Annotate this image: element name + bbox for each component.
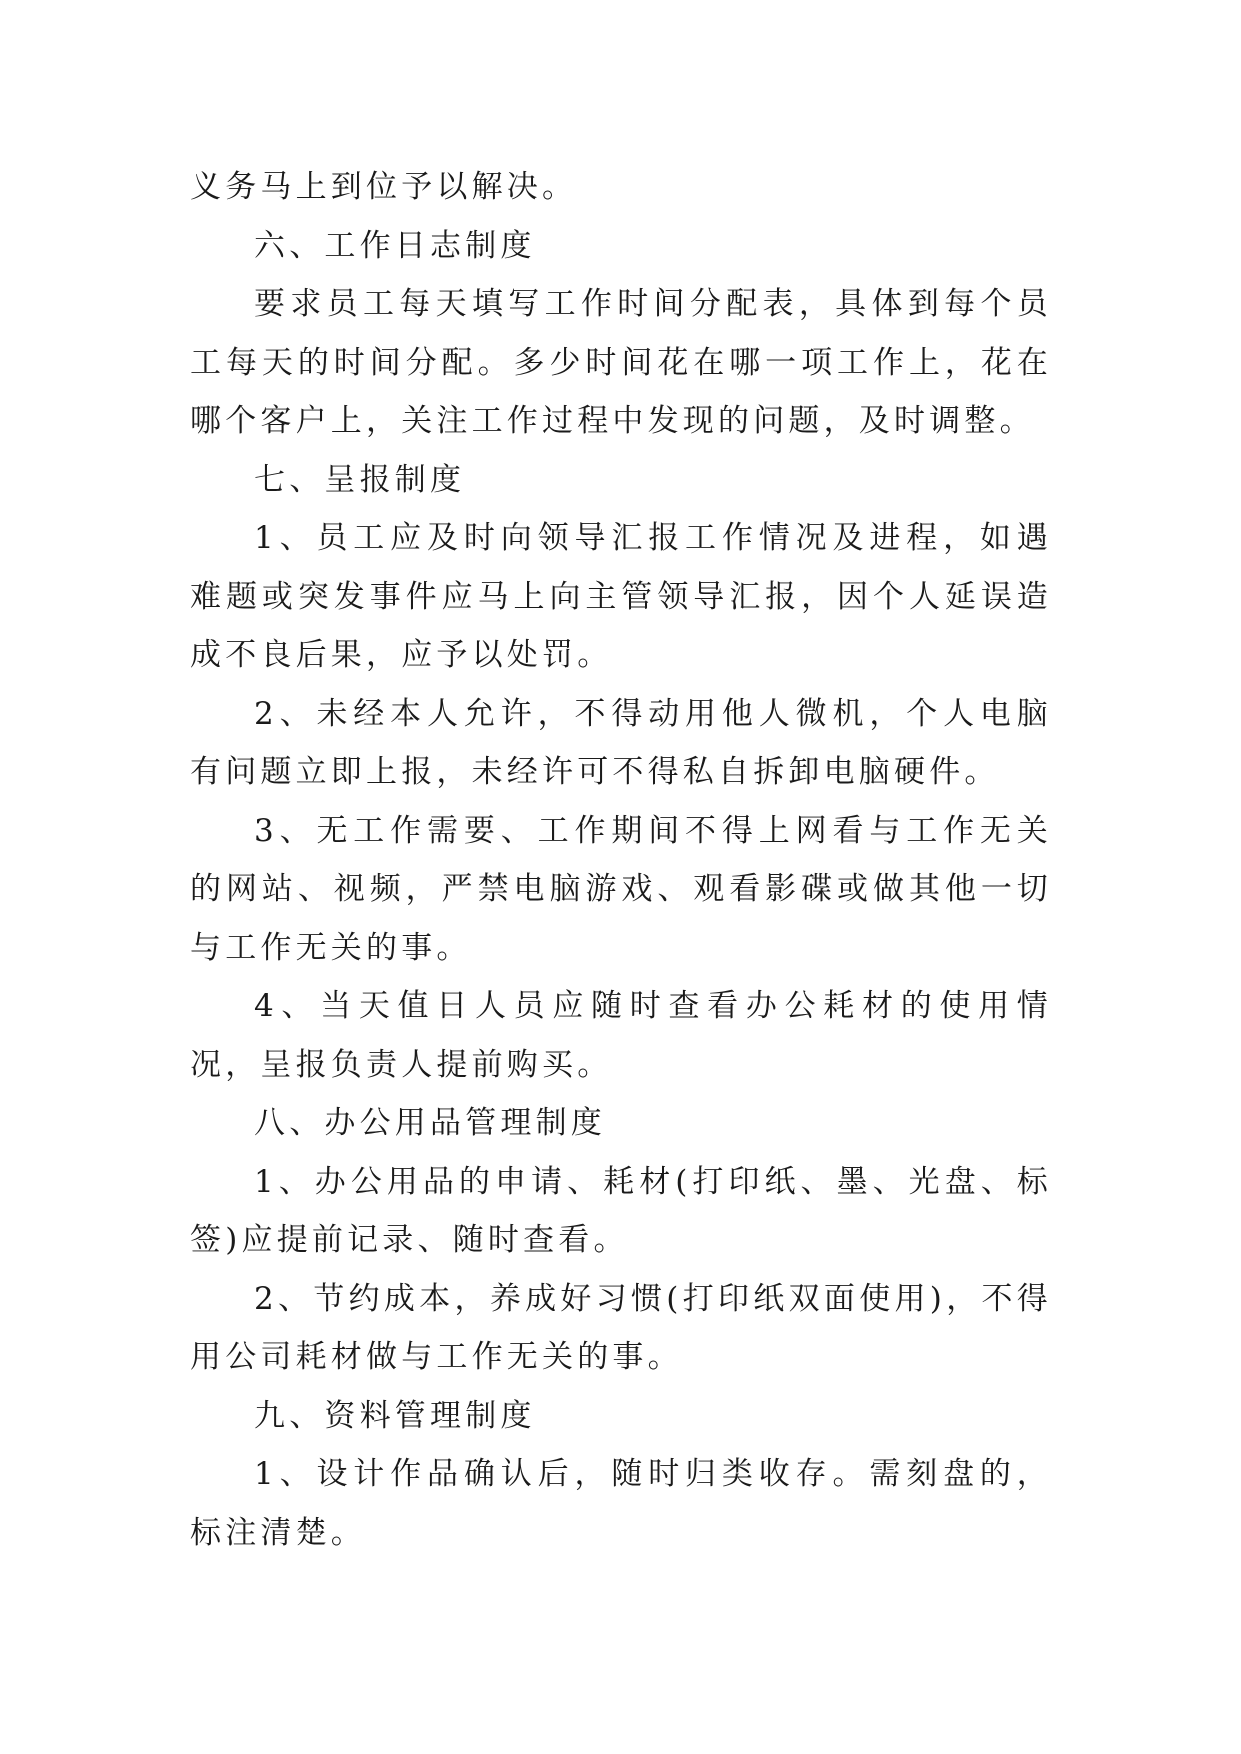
- section-heading-materials: 九、资料管理制度: [254, 1397, 536, 1434]
- paragraph-continuation: 义务马上到位予以解决。: [190, 169, 578, 205]
- paragraph-office-supplies-2: 2、节约成本，养成好习惯(打印纸双面使用)，不得用公司耗材做与工作无关的事。: [190, 1280, 1052, 1375]
- section-heading-office-supplies: 八、办公用品管理制度: [254, 1105, 606, 1141]
- section-heading-reporting: 七、呈报制度: [254, 461, 466, 498]
- paragraph-reporting-2: 2、未经本人允许，不得动用他人微机，个人电脑有问题立即上报，未经许可不得私自拆卸电脑硬件。: [190, 695, 1052, 790]
- section-heading-work-log: 六、工作日志制度: [254, 227, 536, 264]
- paragraph-work-log: 要求员工每天填写工作时间分配表，具体到每个员工每天的时间分配。多少时间花在哪一项工作上，花在哪个客户上，关注工作过程中发现的问题，及时调整。: [190, 286, 1052, 439]
- paragraph-office-supplies-1: 1、办公用品的申请、耗材(打印纸、墨、光盘、标签)应提前记录、随时查看。: [190, 1163, 1052, 1258]
- document-body: [190, 158, 1052, 1562]
- paragraph-reporting-3: 3、无工作需要、工作期间不得上网看与工作无关的网站、视频，严禁电脑游戏、观看影碟或做其他一切与工作无关的事。: [190, 812, 1052, 966]
- paragraph-reporting-4: 4、当天值日人员应随时查看办公耗材的使用情况，呈报负责人提前购买。: [190, 988, 1052, 1083]
- paragraph-reporting-1: 1、员工应及时向领导汇报工作情况及进程，如遇难题或突发事件应马上向主管领导汇报，因个人延误造成不良后果，应予以处罚。: [190, 520, 1052, 673]
- paragraph-materials-1: 1、设计作品确认后，随时归类收存。需刻盘的，标注清楚。: [190, 1456, 1052, 1551]
